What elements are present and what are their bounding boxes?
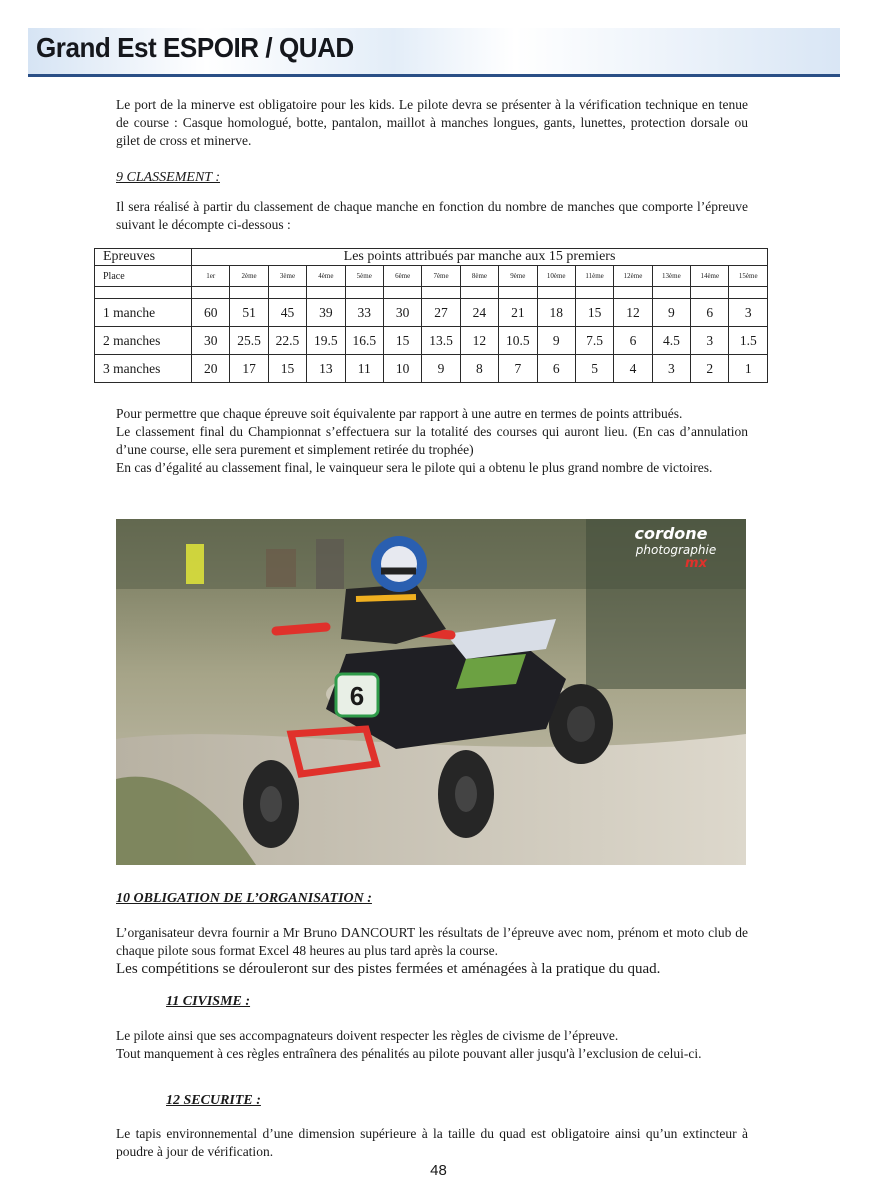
section-10-paragraph-1: L’organisateur devra fournir a Mr Bruno DANCOURT les résultats de l’épreuve avec nom, prénom et moto club de chaque pilote sous format Excel 48 heures au plus tard après la course. — [116, 925, 748, 958]
watermark-line-1: cordone — [634, 524, 708, 543]
points-cell: 17 — [230, 355, 268, 383]
place-header-cell: 15ème — [729, 266, 768, 287]
points-cell: 12 — [614, 299, 652, 327]
blank-cell — [307, 287, 345, 299]
header-rule — [28, 74, 840, 77]
row-label: 1 manche — [95, 299, 192, 327]
table-row — [95, 299, 768, 327]
place-header-cell: 3ème — [268, 266, 306, 287]
section-11-paragraph-2: Tout manquement à ces règles entraînera des pénalités au pilote pouvant aller jusqu'à l’exclusion de celui-ci. — [116, 1046, 702, 1061]
note-paragraph: En cas d’égalité au classement final, le vainqueur sera le pilote qui a obtenu le plus grand nombre de victoires. — [116, 460, 713, 475]
table-row — [95, 327, 768, 355]
blank-cell — [499, 287, 537, 299]
page-title: Grand Est ESPOIR / QUAD — [36, 32, 354, 63]
points-cell: 20 — [192, 355, 230, 383]
blank-cell — [268, 287, 306, 299]
points-cell: 9 — [652, 299, 690, 327]
points-cell: 11 — [345, 355, 383, 383]
blank-cell — [345, 287, 383, 299]
place-label: Place — [95, 266, 192, 287]
points-cell: 15 — [268, 355, 306, 383]
row-label: 2 manches — [95, 327, 192, 355]
blank-cell — [95, 287, 192, 299]
points-cell: 6 — [691, 299, 729, 327]
section-12-paragraph: Le tapis environnemental d’une dimension supérieure à la taille du quad est obligatoire ainsi qu’un extincteur à poudre à jour de vérification. — [116, 1126, 748, 1159]
place-header-cell: 8ème — [460, 266, 498, 287]
epreuves-header: Epreuves — [95, 249, 192, 266]
points-cell: 6 — [537, 355, 575, 383]
points-cell: 5 — [575, 355, 613, 383]
section-10-block — [116, 924, 748, 979]
points-cell: 9 — [537, 327, 575, 355]
section-9-notes — [116, 405, 748, 477]
blank-cell — [192, 287, 230, 299]
points-cell: 24 — [460, 299, 498, 327]
place-header-cell: 14ème — [691, 266, 729, 287]
blank-cell — [652, 287, 690, 299]
points-cell: 33 — [345, 299, 383, 327]
quad-race-photo — [116, 519, 746, 865]
points-cell: 3 — [691, 327, 729, 355]
place-header-cell: 7ème — [422, 266, 460, 287]
place-header-cell: 6ème — [383, 266, 421, 287]
place-header-cell: 5ème — [345, 266, 383, 287]
points-cell: 19.5 — [307, 327, 345, 355]
blank-cell — [537, 287, 575, 299]
place-header-cell: 13ème — [652, 266, 690, 287]
points-cell: 9 — [422, 355, 460, 383]
places-row — [95, 266, 768, 287]
blank-cell — [422, 287, 460, 299]
watermark-line-3: mx — [685, 556, 707, 571]
points-cell: 7.5 — [575, 327, 613, 355]
watermark-line-2: photographie — [635, 543, 717, 557]
place-header-cell: 4ème — [307, 266, 345, 287]
page-number: 48 — [430, 1162, 447, 1179]
section-12-block — [116, 1125, 748, 1161]
points-cell: 45 — [268, 299, 306, 327]
blank-cell — [383, 287, 421, 299]
points-cell: 51 — [230, 299, 268, 327]
points-cell: 10 — [383, 355, 421, 383]
section-11-paragraph-1: Le pilote ainsi que ses accompagnateurs doivent respecter les règles de civisme de l’épreuve. — [116, 1028, 619, 1043]
points-cell: 12 — [460, 327, 498, 355]
place-header-cell: 10ème — [537, 266, 575, 287]
points-cell: 39 — [307, 299, 345, 327]
points-cell: 6 — [614, 327, 652, 355]
intro-block — [116, 96, 748, 150]
note-paragraph: Pour permettre que chaque épreuve soit équivalente par rapport à une autre en termes de points attribués. — [116, 406, 683, 421]
points-cell: 4 — [614, 355, 652, 383]
points-cell: 1.5 — [729, 327, 768, 355]
points-cell: 13.5 — [422, 327, 460, 355]
section-9-heading: 9 CLASSEMENT : — [116, 170, 220, 185]
points-cell: 60 — [192, 299, 230, 327]
points-cell: 18 — [537, 299, 575, 327]
points-cell: 2 — [691, 355, 729, 383]
points-span-header: Les points attribués par manche aux 15 premiers — [192, 249, 768, 266]
points-cell: 15 — [575, 299, 613, 327]
blank-cell — [729, 287, 768, 299]
intro-paragraph: Le port de la minerve est obligatoire pour les kids. Le pilote devra se présenter à la vérification technique en tenue de course : Casque homologué, botte, pantalon, maillot à manches longues, gants, lunettes, protection dorsale ou gilet de cross et minerve. — [116, 97, 748, 148]
table-row — [95, 355, 768, 383]
section-11-heading: 11 CIVISME : — [166, 994, 251, 1009]
points-cell: 1 — [729, 355, 768, 383]
points-cell: 7 — [499, 355, 537, 383]
place-header-cell: 1er — [192, 266, 230, 287]
section-10-paragraph-2: Les compétitions se dérouleront sur des pistes fermées et aménagées à la pratique du quad. — [116, 961, 661, 977]
points-cell: 21 — [499, 299, 537, 327]
blank-cell — [614, 287, 652, 299]
blank-cell — [230, 287, 268, 299]
blank-cell — [575, 287, 613, 299]
blank-cell — [460, 287, 498, 299]
section-12-heading: 12 SECURITE : — [166, 1093, 261, 1108]
points-cell: 3 — [652, 355, 690, 383]
place-header-cell: 11ème — [575, 266, 613, 287]
points-cell: 16.5 — [345, 327, 383, 355]
section-9-intro — [116, 198, 748, 234]
note-paragraph: Le classement final du Championnat s’effectuera sur la totalité des courses qui auront lieu. (En cas d’annulation d’une course, elle sera purement et simplement retirée du trophée) — [116, 424, 748, 457]
points-cell: 25.5 — [230, 327, 268, 355]
number-plate: 6 — [349, 681, 365, 711]
blank-row — [95, 287, 768, 299]
blank-cell — [691, 287, 729, 299]
points-cell: 30 — [192, 327, 230, 355]
points-cell: 10.5 — [499, 327, 537, 355]
section-9-paragraph: Il sera réalisé à partir du classement de chaque manche en fonction du nombre de manches que comporte l’épreuve suivant le décompte ci-dessous : — [116, 199, 748, 232]
points-cell: 27 — [422, 299, 460, 327]
points-table-header-row — [95, 249, 768, 266]
points-cell: 4.5 — [652, 327, 690, 355]
points-cell: 15 — [383, 327, 421, 355]
place-header-cell: 2ème — [230, 266, 268, 287]
section-11-block — [116, 1027, 748, 1063]
points-cell: 8 — [460, 355, 498, 383]
row-label: 3 manches — [95, 355, 192, 383]
points-cell: 22.5 — [268, 327, 306, 355]
section-10-heading: 10 OBLIGATION DE L’ORGANISATION : — [116, 891, 372, 906]
points-table — [94, 248, 768, 383]
points-cell: 30 — [383, 299, 421, 327]
points-table-body — [95, 299, 768, 383]
place-header-cell: 12ème — [614, 266, 652, 287]
points-cell: 13 — [307, 355, 345, 383]
points-cell: 3 — [729, 299, 768, 327]
place-header-cell: 9ème — [499, 266, 537, 287]
